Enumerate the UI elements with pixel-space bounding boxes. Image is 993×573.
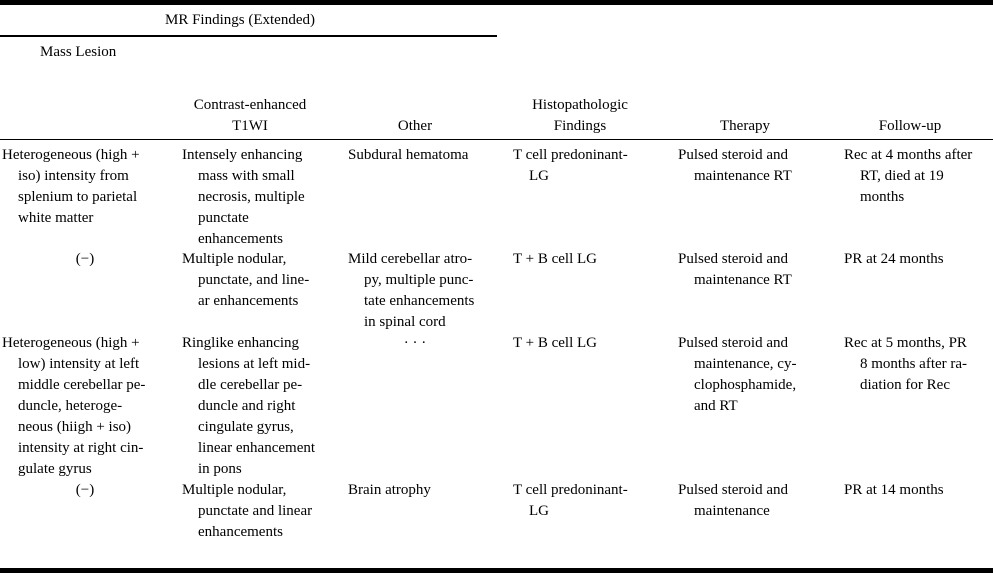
cell-followup: PR at 14 months xyxy=(844,482,944,498)
cell-other: Subdural hematoma xyxy=(348,147,469,163)
cell-followup: Rec at 4 months after RT, died at 19 months xyxy=(844,147,973,205)
cell-other: · · · xyxy=(403,335,427,351)
bottom-rule xyxy=(0,568,993,573)
cell-mass-lesion: (−) xyxy=(75,251,95,267)
cell-therapy: Pulsed steroid and maintenance, cy- clophosphamide, and RT xyxy=(678,335,797,414)
cell-contrast: Multiple nodular, punctate and linear enhancements xyxy=(182,482,313,540)
cell-contrast: Multiple nodular, punctate, and line- ar enhancements xyxy=(182,251,310,309)
cell-contrast: Ringlike enhancing lesions at left mid- dle cerebellar pe- duncle and right cingulate gyrus, linear enhancement in pons xyxy=(182,335,316,477)
header-bottom-rule xyxy=(0,139,993,140)
cell-histopathologic: T cell predoninant- LG xyxy=(513,482,628,519)
cell-therapy: Pulsed steroid and maintenance RT xyxy=(678,147,792,184)
cell-therapy: Pulsed steroid and maintenance RT xyxy=(678,251,792,288)
top-rule xyxy=(0,0,993,5)
column-header-histopathologic: Histopathologic Findings xyxy=(532,97,628,134)
cell-therapy: Pulsed steroid and maintenance xyxy=(678,482,788,519)
cell-followup: PR at 24 months xyxy=(844,251,944,267)
column-header-therapy: Therapy xyxy=(720,118,770,134)
column-header-followup: Follow-up xyxy=(878,118,942,134)
cell-histopathologic: T + B cell LG xyxy=(513,251,598,267)
cell-mass-lesion: (−) xyxy=(75,482,95,498)
cell-histopathologic: T + B cell LG xyxy=(513,335,598,351)
group-header: MR Findings (Extended) xyxy=(165,12,315,28)
subgroup-header-mass-lesion: Mass Lesion xyxy=(40,44,117,60)
cell-other: Mild cerebellar atro- py, multiple punc- tate enhancements in spinal cord xyxy=(348,251,475,330)
cell-contrast: Intensely enhancing mass with small necrosis, multiple punctate enhancements xyxy=(182,147,305,247)
group-header-rule xyxy=(0,35,497,37)
cell-mass-lesion: Heterogeneous (high + iso) intensity from splenium to parietal white matter xyxy=(2,147,140,226)
column-header-contrast: Contrast-enhanced T1WI xyxy=(193,97,307,134)
cell-histopathologic: T cell predoninant- LG xyxy=(513,147,628,184)
cell-other: Brain atrophy xyxy=(348,482,431,498)
column-header-other: Other xyxy=(397,118,433,134)
cell-followup: Rec at 5 months, PR 8 months after ra- diation for Rec xyxy=(844,335,968,393)
cell-mass-lesion: Heterogeneous (high + low) intensity at left middle cerebellar pe- duncle, heteroge- neous (hiigh + iso) intensity at right cin- gulate gyrus xyxy=(2,335,146,477)
